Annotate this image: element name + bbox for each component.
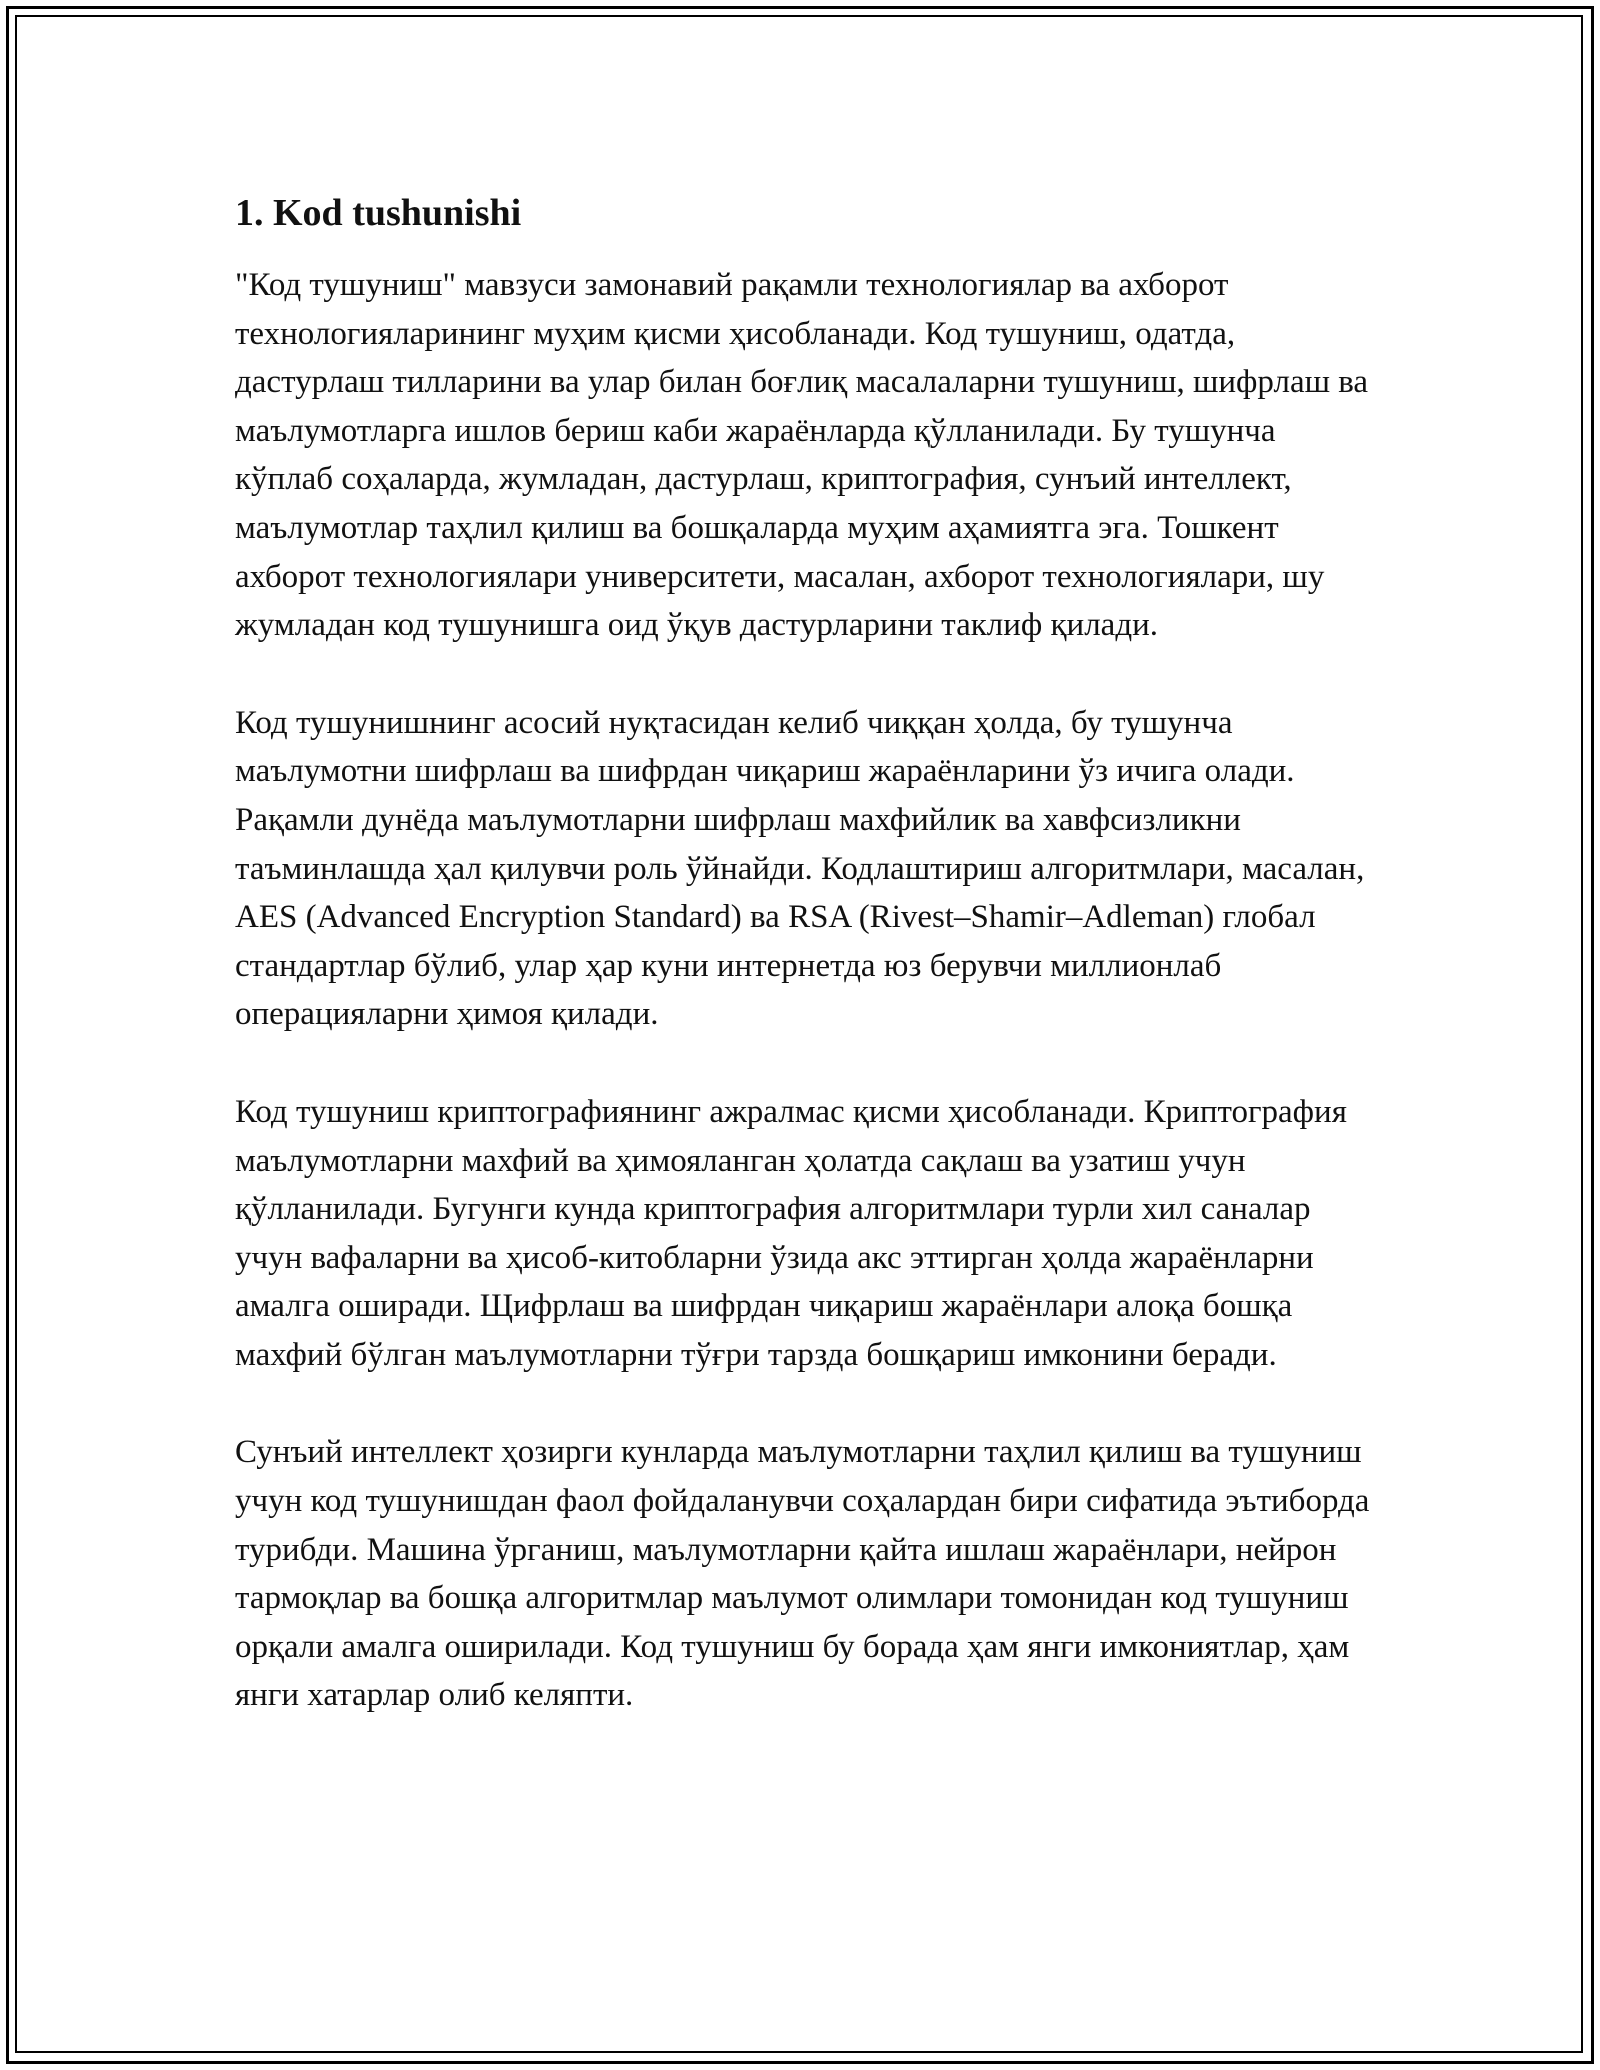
document-body — [235, 185, 1370, 1720]
paragraph-1: "Код тушуниш" мавзуси замонавий рақамли технологиялар ва ахборот технологияларининг муҳим қисми ҳисобланади. Код тушуниш, одатда, дастурлаш тилларини ва улар билан боғлиқ масалаларни тушуниш, шифрлаш ва маълумотларга ишлов бериш каби жараёнларда қўлланилади. Бу тушунча кўплаб соҳаларда, жумладан, дастурлаш, криптография, сунъий интеллект, маълумотлар таҳлил қилиш ва бошқаларда муҳим аҳамиятга эга. Тошкент ахборот технологиялари университети, масалан, ахборот технологиялари, шу жумладан код тушунишга оид ўқув дастурларини таклиф қилади. — [235, 267, 1369, 644]
paragraph-4: Сунъий интеллект ҳозирги кунларда маълумотларни таҳлил қилиш ва тушуниш учун код тушунишдан фаол фойдаланувчи соҳалардан бири сифатида эътиборда турибди. Машина ўрганиш, маълумотларни қайта ишлаш жараёнлари, нейрон тармоқлар ва бошқа алгоритмлар маълумот олимлари томонидан код тушуниш орқали амалга оширилади. Код тушуниш бу борада ҳам янги имкониятлар, ҳам янги хатарлар олиб келяпти. — [235, 1434, 1370, 1714]
section-heading: 1. Kod tushunishi — [235, 192, 522, 234]
paragraph-2: Код тушунишнинг асосий нуқтасидан келиб чиққан ҳолда, бу тушунча маълумотни шифрлаш ва шифрдан чиқариш жараёнларини ўз ичига олади. Рақамли дунёда маълумотларни шифрлаш махфийлик ва хавфсизликни таъминлашда ҳал қилувчи роль ўйнайди. Кодлаштириш алгоритмлари, масалан, AES (Advanced Encryption Standard) ва RSA (Rivest–Shamir–Adleman) глобал стандартлар бўлиб, улар ҳар куни интернетда юз берувчи миллионлаб операцияларни ҳимоя қилади. — [235, 704, 1365, 1033]
paragraph-3: Код тушуниш криптографиянинг ажралмас қисми ҳисобланади. Криптография маълумотларни махфий ва ҳимояланган ҳолатда сақлаш ва узатиш учун қўлланилади. Бугунги кунда криптография алгоритмлари турли хил саналар учун вафаларни ва ҳисоб-китобларни ўзида акс эттирган ҳолда жараёнларни амалга оширади. Щифрлаш ва шифрдан чиқариш жараёнлари алоқа бошқа махфий бўлган маълумотларни тўғри тарзда бошқариш имконини беради. — [235, 1093, 1347, 1373]
